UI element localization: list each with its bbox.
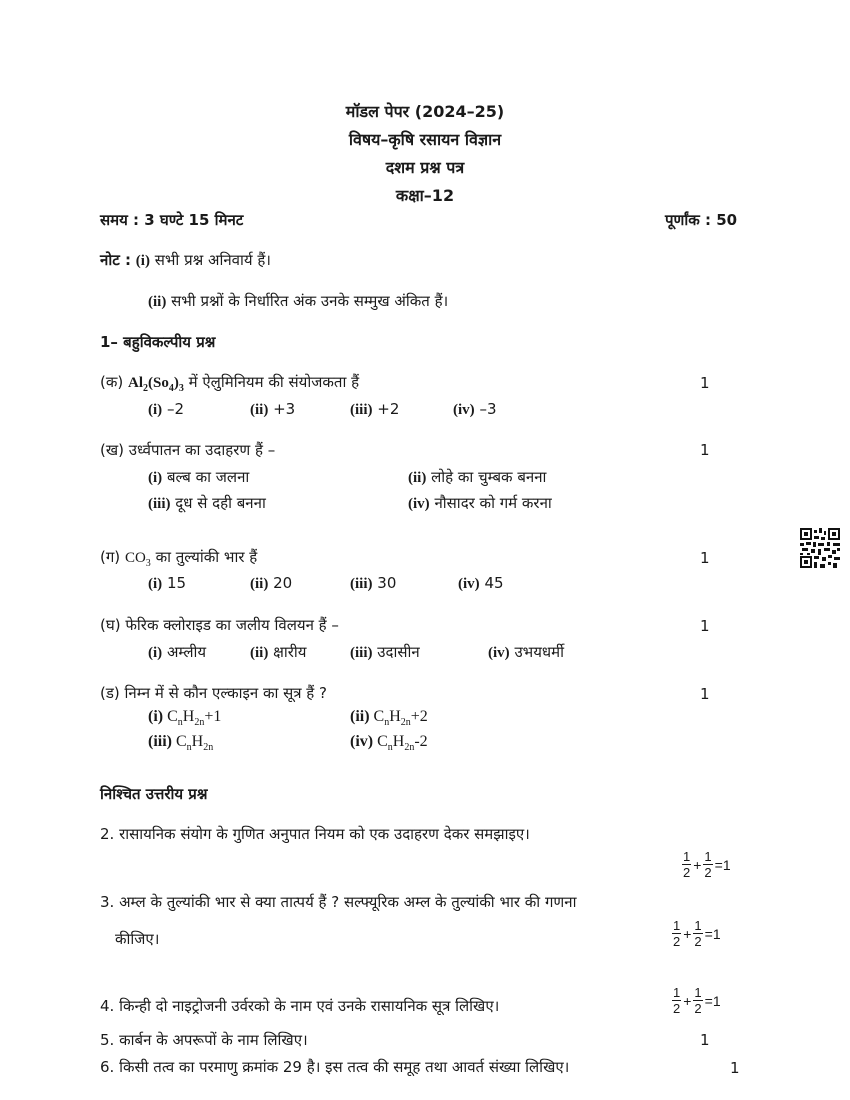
question-kha-option-4: (iv) नौसादर को गर्म करना [408, 494, 552, 512]
note-2-number: (ii) [148, 294, 167, 310]
question-ga-option-1: (i) 15 [148, 574, 187, 592]
note-2 [148, 291, 448, 311]
question-ga-option-4: (iv) 45 [458, 574, 504, 592]
question-gha-label: (घ) [100, 616, 121, 634]
question-ka-text: में ऐलुमिनियम की संयोजकता हैं [188, 373, 360, 391]
paper-number: दशम प्रश्न पत्र [385, 158, 465, 177]
question-kha-option-2: (ii) लोहे का चुम्बक बनना [408, 468, 547, 486]
question-5-text: कार्बन के अपरूपों के नाम लिखिए। [119, 1031, 308, 1049]
question-gha-text: फेरिक क्लोराइड का जलीय विलयन हैं – [125, 616, 339, 634]
question-3-number: 3. [100, 893, 115, 911]
question-4 [100, 996, 499, 1016]
question-ka-option-1: (i) –2 [148, 400, 184, 418]
question-4-marks: $\frac{1}{2}$ + $\frac{1}{2}$ =1 [673, 985, 721, 1016]
question-nga-option-4: (iv) $C_nH_{2n}-2$ [350, 733, 428, 754]
question-gha-option-1: (i) अम्लीय [148, 643, 207, 661]
question-gha-option-3: (iii) उदासीन [350, 643, 420, 661]
note-1 [100, 250, 271, 270]
question-nga-label: (ड) [100, 684, 120, 702]
question-3-marks: $\frac{1}{2}$ + $\frac{1}{2}$ =1 [673, 918, 721, 949]
question-3 [100, 892, 576, 912]
question-2-marks: $\frac{1}{2}$ + $\frac{1}{2}$ =1 [683, 849, 731, 880]
section-1-title: 1– बहुविकल्पीय प्रश्न [100, 333, 216, 351]
subject-line: विषय–कृषि रसायन विज्ञान [348, 130, 502, 149]
question-6 [100, 1057, 569, 1077]
question-ka-option-3: (iii) +2 [350, 400, 400, 418]
question-kha-option-1: (i) बल्ब का जलना [148, 468, 250, 486]
full-marks: पूर्णांक : 50 [665, 211, 738, 229]
time-allowed: समय : 3 घण्टे 15 मिनट [100, 211, 244, 229]
question-ga-option-3: (iii) 30 [350, 574, 397, 592]
paper-title: मॉडल पेपर (2024–25) [345, 102, 505, 121]
question-ka-option-2: (ii) +3 [250, 400, 296, 418]
question-kha-label: (ख) [100, 441, 124, 459]
question-4-number: 4. [100, 997, 115, 1015]
note-label: नोट : [100, 251, 131, 269]
question-gha [100, 615, 339, 635]
question-2 [100, 824, 530, 844]
question-2-text: रासायनिक संयोग के गुणित अनुपात नियम को एक उदाहरण देकर समझाइए। [119, 825, 530, 843]
question-ga [100, 547, 257, 569]
question-5-number: 5. [100, 1031, 115, 1049]
qr-code-image [800, 528, 840, 568]
question-nga-option-3: (iii) $C_nH_{2n}$ [148, 733, 214, 754]
question-kha [100, 440, 275, 460]
question-kha-marks: 1 [700, 441, 710, 459]
question-ga-text: का तुल्यांकी भार हैं [155, 548, 258, 566]
question-5-marks: 1 [700, 1031, 710, 1049]
question-4-text: किन्ही दो नाइट्रोजनी उर्वरको के नाम एवं उनके रासायनिक सूत्र लिखिए। [119, 997, 500, 1015]
class-line: कक्षा–12 [395, 186, 455, 205]
question-nga-text: निम्न में से कौन एल्काइन का सूत्र हैं ? [124, 684, 327, 702]
question-2-number: 2. [100, 825, 115, 843]
question-gha-option-4: (iv) उभयधर्मी [488, 643, 564, 661]
question-ka [100, 372, 359, 394]
question-nga-option-2: (ii) $C_nH_{2n}+2$ [350, 708, 428, 729]
question-ga-marks: 1 [700, 549, 710, 567]
question-5 [100, 1030, 308, 1050]
question-6-number: 6. [100, 1058, 115, 1076]
note-2-text: सभी प्रश्नों के निर्धारित अंक उनके सम्मुख अंकित हैं। [171, 292, 449, 310]
question-6-marks: 1 [730, 1059, 740, 1077]
question-3-text-continued: कीजिए। [115, 930, 160, 948]
question-ga-label: (ग) [100, 548, 121, 566]
section-2-title: निश्चित उत्तरीय प्रश्न [100, 785, 208, 803]
question-nga [100, 683, 327, 703]
note-1-text: सभी प्रश्न अनिवार्य हैं। [154, 251, 271, 269]
question-gha-option-2: (ii) क्षारीय [250, 643, 307, 661]
question-ka-option-4: (iv) –3 [453, 400, 497, 418]
question-gha-marks: 1 [700, 617, 710, 635]
question-ga-formula: $CO_3$ [124, 550, 151, 569]
question-ka-formula: $Al_2(So_4)_3$ [128, 375, 184, 394]
question-ga-option-2: (ii) 20 [250, 574, 293, 592]
question-kha-option-3: (iii) दूध से दही बनना [148, 494, 266, 512]
note-1-number: (i) [135, 253, 150, 269]
question-6-text: किसी तत्व का परमाणु क्रमांक 29 है। इस तत्व की समूह तथा आवर्त संख्या लिखिए। [119, 1058, 570, 1076]
question-ka-marks: 1 [700, 374, 710, 392]
question-kha-text: उर्ध्वपातन का उदाहरण हैं – [128, 441, 276, 459]
question-nga-option-1: (i) $C_nH_{2n}+1$ [148, 708, 222, 729]
question-3-text: अम्ल के तुल्यांकी भार से क्या तात्पर्य हैं ? सल्फ्यूरिक अम्ल के तुल्यांकी भार की गणना [119, 893, 577, 911]
question-nga-marks: 1 [700, 685, 710, 703]
question-ka-label: (क) [100, 373, 124, 391]
